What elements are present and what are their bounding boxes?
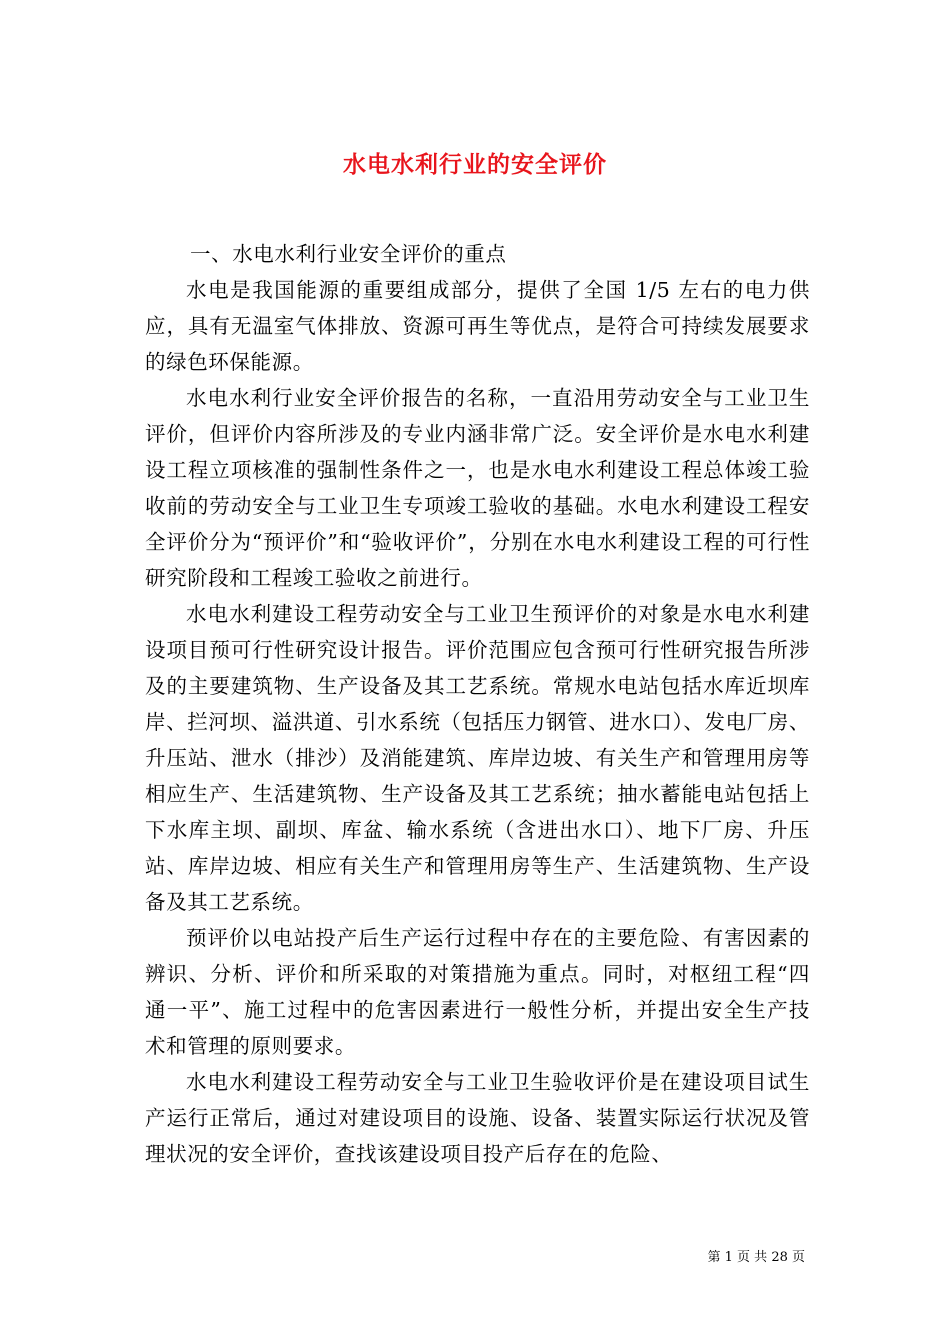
document-body (145, 236, 810, 1172)
paragraph: 水电是我国能源的重要组成部分，提供了全国 1/5 左右的电力供应，具有无温室气体排放、资源可再生等优点，是符合可持续发展要求的绿色环保能源。 (145, 278, 810, 374)
section-heading: 一、水电水利行业安全评价的重点 (190, 242, 507, 266)
paragraph: 预评价以电站投产后生产运行过程中存在的主要危险、有害因素的辨识、分析、评价和所采取的对策措施为重点。同时，对枢纽工程“四通一平”、施工过程中的危害因素进行一般性分析，并提出安全生产技术和管理的原则要求。 (145, 926, 810, 1058)
paragraph: 水电水利行业安全评价报告的名称，一直沿用劳动安全与工业卫生评价，但评价内容所涉及的专业内涵非常广泛。安全评价是水电水利建设工程立项核准的强制性条件之一，也是水电水利建设工程总体竣工验收前的劳动安全与工业卫生专项竣工验收的基础。水电水利建设工程安全评价分为“预评价”和“验收评价”，分别在水电水利建设工程的可行性研究阶段和工程竣工验收之前进行。 (145, 386, 810, 590)
document-title: 水电水利行业的安全评价 (343, 152, 607, 179)
paragraph: 水电水利建设工程劳动安全与工业卫生验收评价是在建设项目试生产运行正常后，通过对建设项目的设施、设备、装置实际运行状况及管理状况的安全评价，查找该建设项目投产后存在的危险、 (145, 1070, 810, 1166)
paragraph: 水电水利建设工程劳动安全与工业卫生预评价的对象是水电水利建设项目预可行性研究设计报告。评价范围应包含预可行性研究报告所涉及的主要建筑物、生产设备及其工艺系统。常规水电站包括水库近坝库岸、拦河坝、溢洪道、引水系统（包括压力钢管、进水口）、发电厂房、升压站、泄水（排沙）及消能建筑、库岸边坡、有关生产和管理用房等相应生产、生活建筑物、生产设备及其工艺系统；抽水蓄能电站包括上下水库主坝、副坝、库盆、输水系统（含进出水口）、地下厂房、升压站、库岸边坡、相应有关生产和管理用房等生产、生活建筑物、生产设备及其工艺系统。 (145, 602, 810, 914)
page-number-footer: 第 1 页 共 28 页 (707, 1250, 805, 1265)
